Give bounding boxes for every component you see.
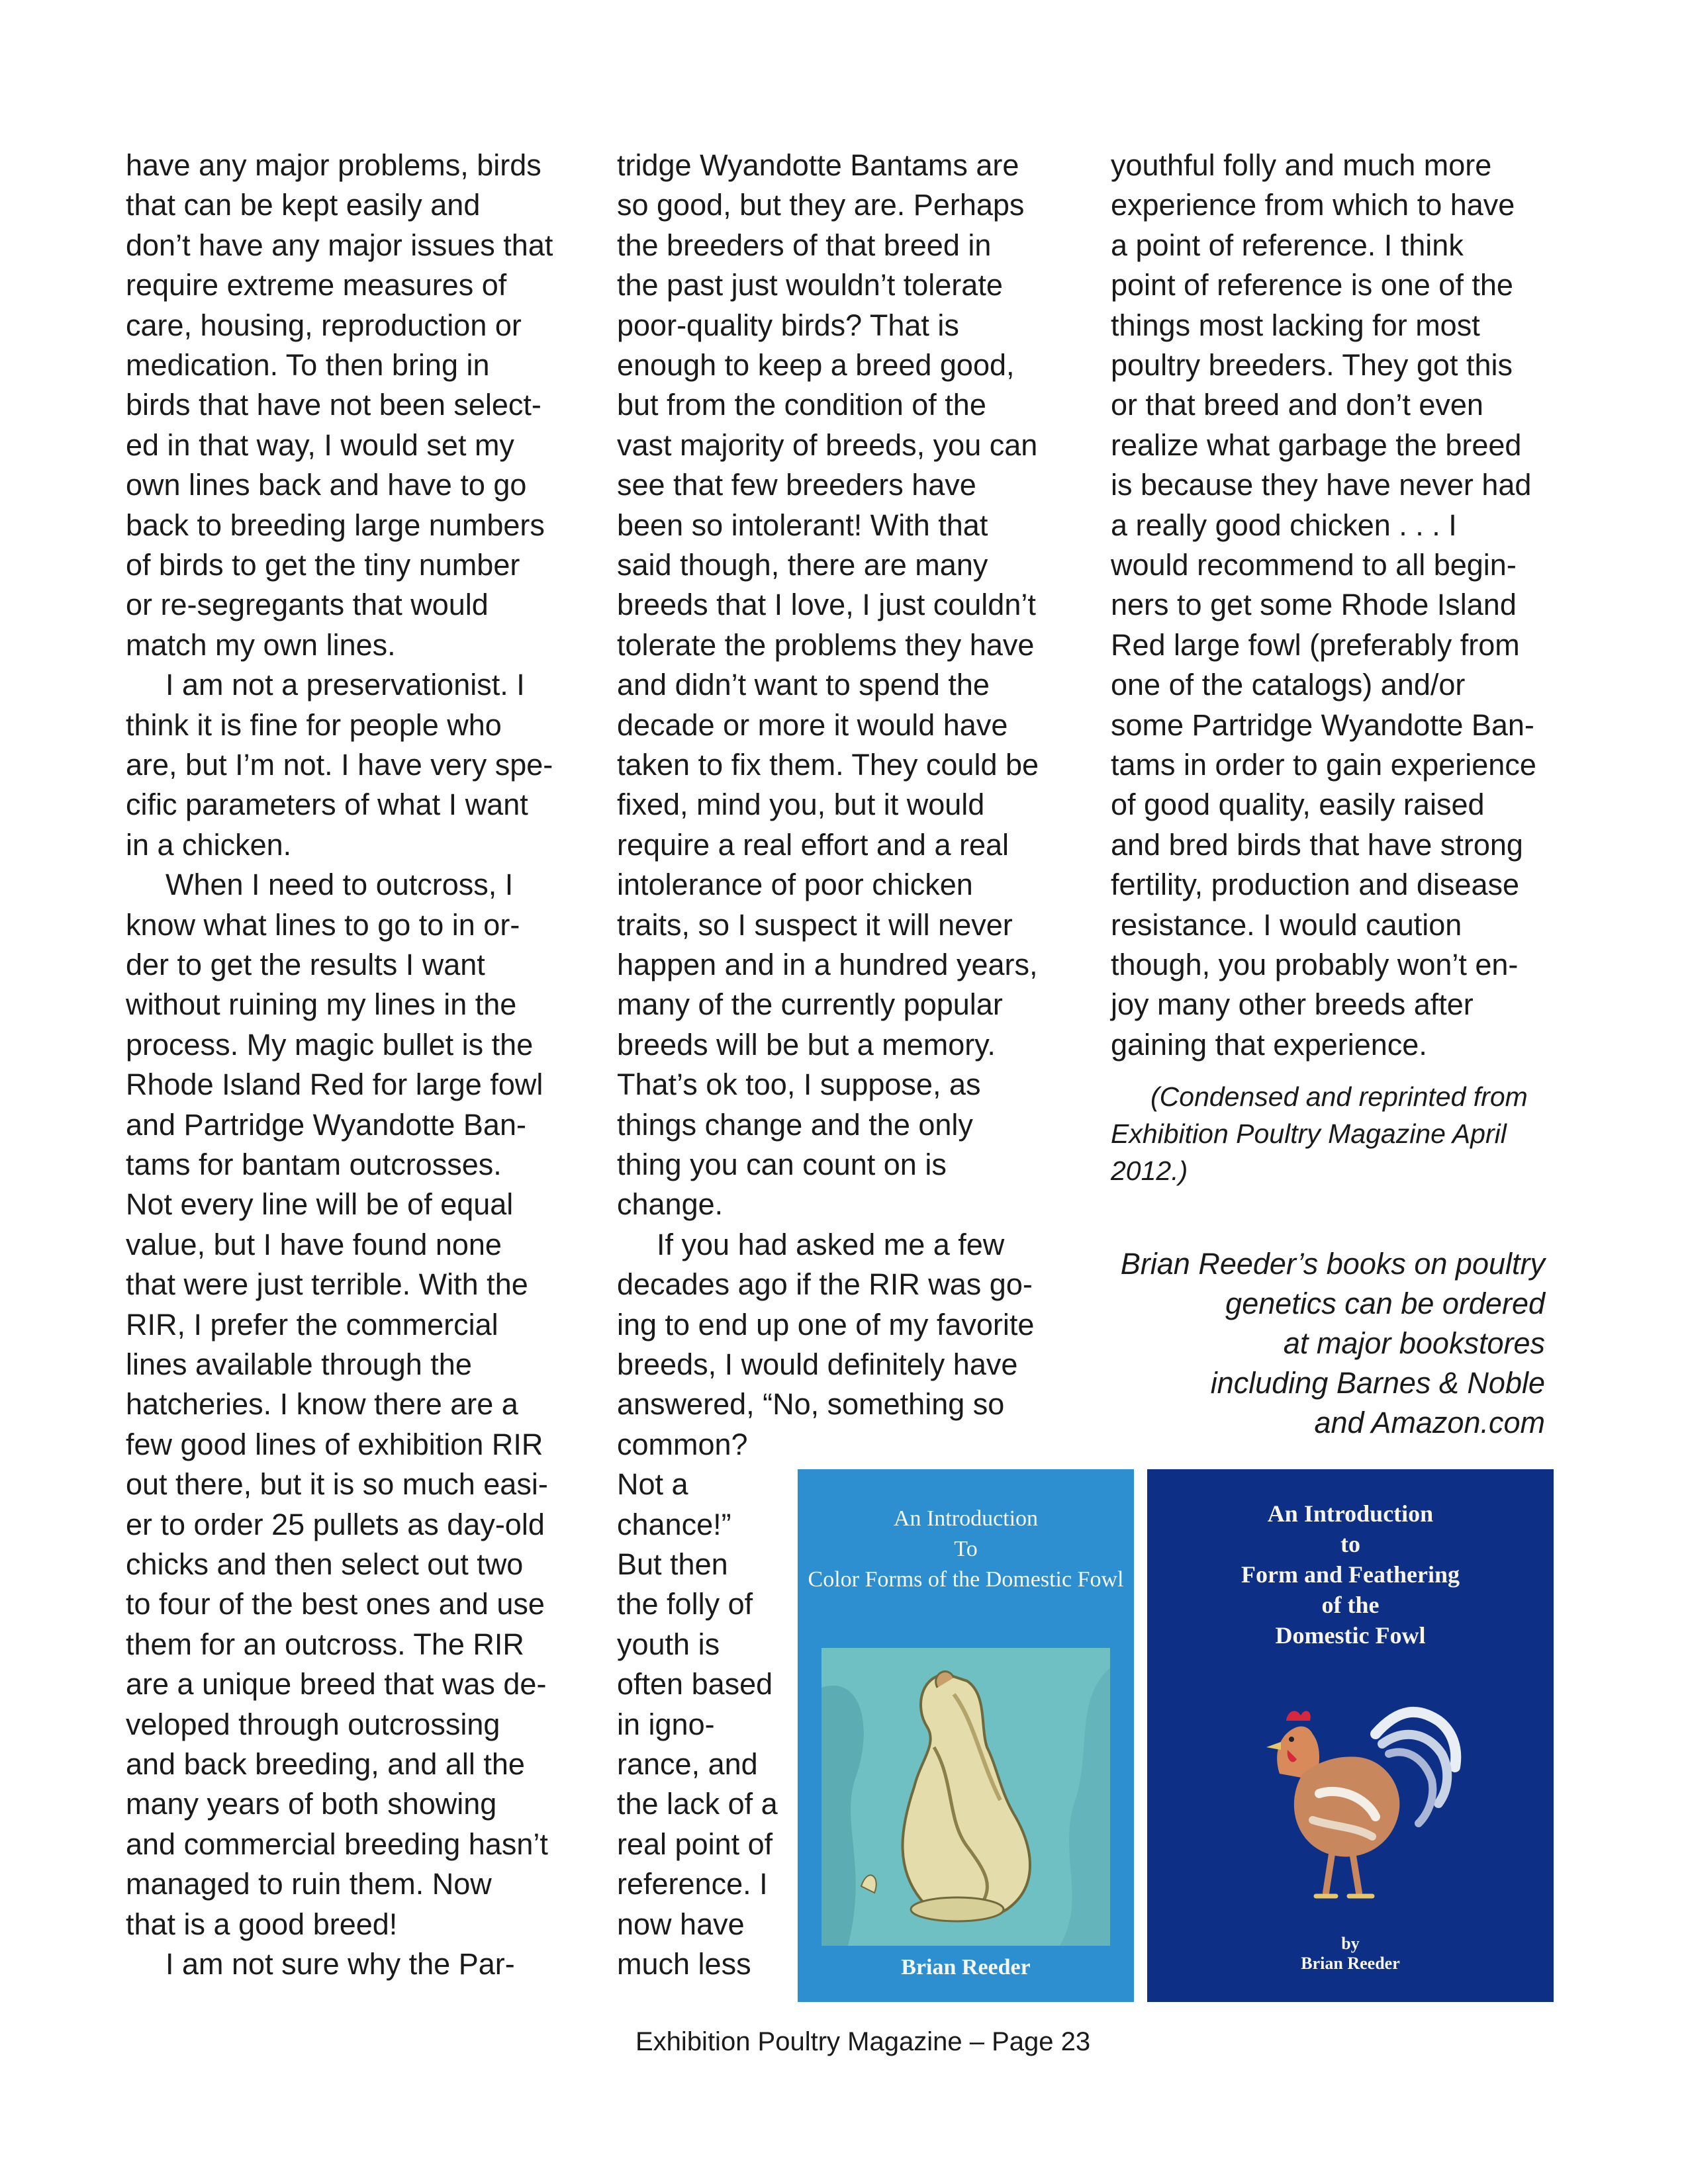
paragraph-line: things most lacking for most [1111, 308, 1480, 342]
promo-line: at major bookstores [1283, 1326, 1545, 1360]
paragraph-line: breeds that I love, I just couldn’t [617, 588, 1036, 622]
paragraph-line: match my own lines. [126, 627, 396, 662]
book-title-line: Color Forms of the Domestic Fowl [808, 1567, 1124, 1592]
paragraph-line: that is a good breed! [126, 1907, 398, 1941]
paragraph-line: lines available through the [126, 1347, 472, 1381]
paragraph-line: real point of [617, 1827, 773, 1861]
paragraph-line: that can be kept easily and [126, 188, 481, 222]
paragraph-line: happen and in a hundred years, [617, 948, 1038, 981]
paragraph-line: require a real effort and a real [617, 827, 1009, 862]
paragraph-line: decades ago if the RIR was go- [617, 1267, 1033, 1302]
paragraph-line: of birds to get the tiny number [126, 548, 520, 582]
paragraph-line: but from the condition of the [617, 388, 986, 422]
paragraph-line: them for an outcross. The RIR [126, 1627, 524, 1661]
paragraph-line: But then [617, 1547, 728, 1581]
paragraph-line: Rhode Island Red for large fowl [126, 1068, 543, 1102]
page-footer: Exhibition Poultry Magazine – Page 23 [635, 2027, 1091, 2056]
paragraph-line: of good quality, easily raised [1111, 788, 1485, 822]
paragraph-line: cific parameters of what I want [126, 788, 528, 822]
paragraph-line: medication. To then bring in [126, 348, 490, 382]
paragraph-line: Not a [617, 1467, 688, 1502]
paragraph-line: I am not sure why the Par- [165, 1947, 515, 1981]
paragraph-line: experience from which to have [1111, 188, 1515, 222]
paragraph-line: own lines back and have to go [126, 468, 527, 502]
paragraph-line: the past just wouldn’t tolerate [617, 268, 1003, 302]
paragraph-line: are a unique breed that was de- [126, 1667, 547, 1702]
paragraph-line: rance, and [617, 1747, 758, 1781]
paragraph-line: though, you probably won’t en- [1111, 948, 1519, 981]
paragraph-line: common? [617, 1427, 748, 1461]
paragraph-line: care, housing, reproduction or [126, 308, 522, 342]
paragraph-line: Red large fowl (preferably from [1111, 627, 1520, 662]
paragraph-line: and didn’t want to spend the [617, 668, 990, 702]
paragraph-line: process. My magic bullet is the [126, 1027, 534, 1062]
book-author: Brian Reeder [1301, 1954, 1400, 1973]
paragraph-line: When I need to outcross, I [165, 868, 514, 902]
paragraph-line: require extreme measures of [126, 268, 507, 302]
paragraph-line: some Partridge Wyandotte Ban- [1111, 707, 1534, 742]
paragraph-line: and bred birds that have strong [1111, 827, 1523, 862]
paragraph-line: the breeders of that breed in [617, 228, 992, 262]
book-title-line: to [1340, 1531, 1360, 1557]
paragraph-line: chance!” [617, 1507, 731, 1541]
book-title-line: To [954, 1537, 978, 1561]
paragraph-line: a really good chicken . . . I [1111, 508, 1457, 542]
paragraph-line: der to get the results I want [126, 948, 485, 981]
paragraph-line: so good, but they are. Perhaps [617, 188, 1025, 222]
paragraph-line: and back breeding, and all the [126, 1747, 525, 1781]
paragraph-line: is because they have never had [1111, 468, 1532, 502]
paragraph-line: poultry breeders. They got this [1111, 348, 1513, 382]
citation-line: (Condensed and reprinted from [1150, 1081, 1528, 1112]
paragraph-line: don’t have any major issues that [126, 228, 553, 262]
paragraph-line: see that few breeders have [617, 468, 976, 502]
paragraph-line: without ruining my lines in the [126, 987, 517, 1022]
paragraph-line: would recommend to all begin- [1111, 548, 1517, 582]
paragraph-line: back to breeding large numbers [126, 508, 545, 542]
paragraph-line: or re-segregants that would [126, 588, 489, 622]
paragraph-line: said though, there are many [617, 548, 988, 582]
paragraph-line: If you had asked me a few [657, 1227, 1005, 1261]
paragraph-line: er to order 25 pullets as day-old [126, 1507, 545, 1541]
paragraph-line: ing to end up one of my favorite [617, 1307, 1035, 1342]
paragraph-line: tridge Wyandotte Bantams are [617, 148, 1019, 182]
book-title-line: Form and Feathering [1241, 1561, 1460, 1588]
paragraph-line: the folly of [617, 1587, 753, 1621]
paragraph-line: breeds will be but a memory. [617, 1027, 996, 1062]
paragraph-line: enough to keep a breed good, [617, 348, 1015, 382]
book-title-line: of the [1321, 1592, 1380, 1618]
book-by-label: by [1341, 1934, 1360, 1953]
book-cover-form-feathering[interactable] [1147, 1469, 1554, 2002]
promo-line: genetics can be ordered [1225, 1287, 1545, 1320]
paragraph-line: birds that have not been select- [126, 388, 541, 422]
paragraph-line: managed to ruin them. Now [126, 1867, 492, 1901]
paragraph-line: joy many other breeds after [1111, 987, 1474, 1022]
paragraph-line: tams for bantam outcrosses. [126, 1148, 502, 1181]
paragraph-line: many of the currently popular [617, 987, 1003, 1022]
paragraph-line: few good lines of exhibition RIR [126, 1427, 543, 1461]
paragraph-line: know what lines to go to in or- [126, 907, 520, 942]
paragraph-line: Not every line will be of equal [126, 1187, 514, 1222]
paragraph-line: a point of reference. I think [1111, 228, 1464, 262]
paragraph-line: tams in order to gain experience [1111, 748, 1536, 782]
paragraph-line: decade or more it would have [617, 707, 1008, 742]
paragraph-line: poor-quality birds? That is [617, 308, 959, 342]
chicken-illustration [821, 1648, 1110, 1946]
paragraph-line: breeds, I would definitely have [617, 1347, 1018, 1381]
paragraph-line: have any major problems, birds [126, 148, 541, 182]
paragraph-line: often based [617, 1667, 773, 1702]
promo-line: Brian Reeder’s books on poultry [1120, 1247, 1545, 1281]
paragraph-line: resistance. I would caution [1111, 907, 1462, 942]
paragraph-line: value, but I have found none [126, 1227, 502, 1261]
paragraph-line: fixed, mind you, but it would [617, 788, 985, 822]
paragraph-line: or that breed and don’t even [1111, 388, 1483, 422]
paragraph-line: fertility, production and disease [1111, 868, 1520, 902]
paragraph-line: tolerate the problems they have [617, 627, 1035, 662]
paragraph-line: intolerance of poor chicken [617, 868, 973, 902]
paragraph-line: change. [617, 1187, 724, 1222]
paragraph-line: reference. I [617, 1867, 768, 1901]
paragraph-line: are, but I’m not. I have very spe- [126, 748, 553, 782]
paragraph-line: chicks and then select out two [126, 1547, 524, 1581]
paragraph-line: many years of both showing [126, 1787, 497, 1821]
citation-line: Exhibition Poultry Magazine April [1111, 1118, 1507, 1149]
book-title-line: Domestic Fowl [1275, 1622, 1426, 1649]
book-title-line: An Introduction [1267, 1500, 1434, 1527]
paragraph-line: That’s ok too, I suppose, as [617, 1068, 981, 1102]
paragraph-line: ners to get some Rhode Island [1111, 588, 1517, 622]
paragraph-line: one of the catalogs) and/or [1111, 668, 1466, 702]
paragraph-line: thing you can count on is [617, 1148, 947, 1181]
paragraph-line: the lack of a [617, 1787, 778, 1821]
rooster-illustration [1240, 1681, 1465, 1919]
paragraph-line: things change and the only [617, 1107, 973, 1142]
paragraph-line: hatcheries. I know there are a [126, 1387, 518, 1422]
paragraph-line: point of reference is one of the [1111, 268, 1513, 302]
paragraph-line: taken to fix them. They could be [617, 748, 1039, 782]
promo-line: and Amazon.com [1314, 1406, 1545, 1439]
paragraph-line: in a chicken. [126, 827, 292, 862]
paragraph-line: youthful folly and much more [1111, 148, 1492, 182]
book-cover-color-forms[interactable] [798, 1469, 1134, 2002]
paragraph-line: been so intolerant! With that [617, 508, 988, 542]
book-title-line: An Introduction [893, 1506, 1039, 1531]
paragraph-line: answered, “No, something so [617, 1387, 1005, 1422]
book-author: Brian Reeder [901, 1955, 1031, 1979]
paragraph-line: to four of the best ones and use [126, 1587, 545, 1621]
paragraph-line: RIR, I prefer the commercial [126, 1307, 498, 1342]
citation-line: 2012.) [1111, 1156, 1188, 1186]
paragraph-line: out there, but it is so much easi- [126, 1467, 548, 1502]
paragraph-line: traits, so I suspect it will never [617, 907, 1013, 942]
paragraph-line: gaining that experience. [1111, 1027, 1427, 1062]
paragraph-line: much less [617, 1947, 751, 1981]
paragraph-line: think it is fine for people who [126, 707, 502, 742]
paragraph-line: and Partridge Wyandotte Ban- [126, 1107, 526, 1142]
paragraph-line: now have [617, 1907, 745, 1941]
paragraph-line: realize what garbage the breed [1111, 428, 1522, 462]
paragraph-line: youth is [617, 1627, 720, 1661]
paragraph-line: and commercial breeding hasn’t [126, 1827, 548, 1861]
promo-line: including Barnes & Noble [1210, 1366, 1545, 1400]
paragraph-line: I am not a preservationist. I [165, 668, 525, 702]
paragraph-line: in igno- [617, 1707, 715, 1741]
paragraph-line: ed in that way, I would set my [126, 428, 514, 462]
paragraph-line: vast majority of breeds, you can [617, 428, 1038, 462]
paragraph-line: that were just terrible. With the [126, 1267, 528, 1302]
paragraph-line: veloped through outcrossing [126, 1707, 500, 1741]
